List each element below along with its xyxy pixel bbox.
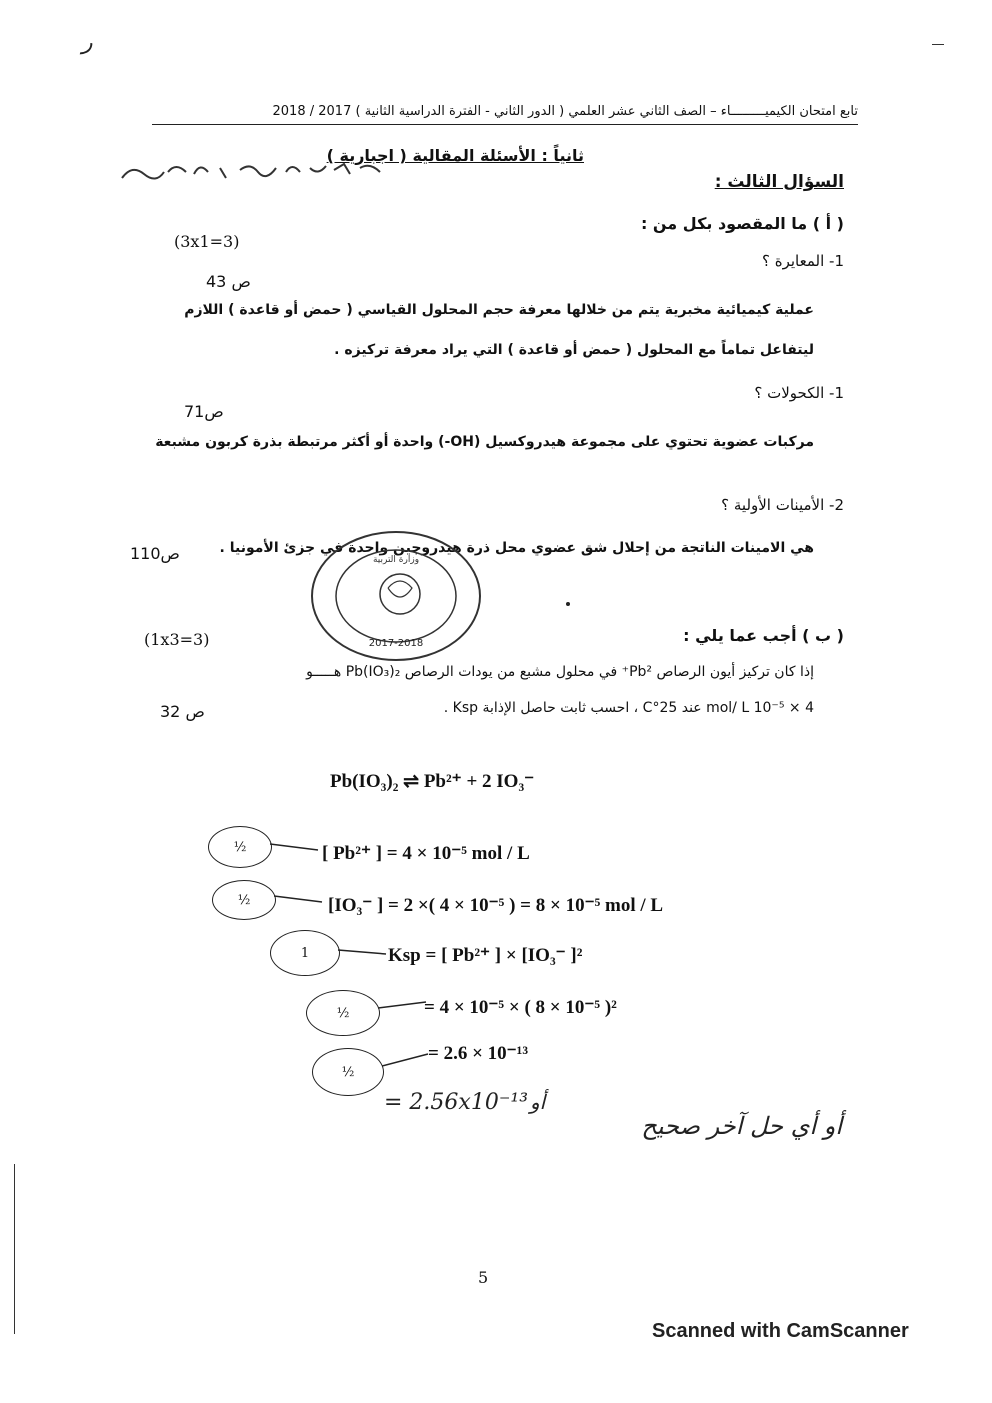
handwritten-mark: أو — [530, 1090, 546, 1114]
camscanner-watermark: Scanned with CamScanner — [652, 1320, 909, 1342]
handwritten-note: أو أي حل آخر صحيح — [641, 1112, 842, 1140]
item1-number: 1- — [829, 252, 844, 270]
item2-label: الكحولات ؟ — [754, 384, 825, 402]
handwritten-result: = 2.56x10⁻¹³ — [384, 1090, 529, 1115]
step3-equation: Ksp = [ Pb²⁺ ] × [IO₃⁻ ]² — [388, 945, 583, 966]
part-b-page-ref: ص 32 — [160, 702, 205, 721]
page-number: 5 — [478, 1268, 489, 1287]
question-title: السؤال الثالث : — [714, 172, 844, 192]
connector-1 — [270, 840, 320, 854]
exam-header-line: تابع امتحان الكيميـــــــــاء – الصف الثاني عشر العلمي ( الدور الثاني - الفترة الدراسية الثانية ) 2017 / 2018 — [272, 104, 858, 119]
part-a-title: ( أ ) ما المقصود بكل من : — [640, 214, 844, 233]
mark-value-4: ½ — [336, 1005, 350, 1021]
part-a-marks: (3x1=3) — [174, 232, 240, 251]
step4-equation: = 4 × 10⁻⁵ × ( 8 × 10⁻⁵ )² — [424, 997, 617, 1018]
item1-label: المعايرة ؟ — [761, 252, 825, 270]
official-stamp — [308, 528, 484, 664]
connector-5 — [382, 1050, 432, 1070]
item2-page-ref: ص71 — [184, 402, 224, 421]
item2-term — [754, 384, 844, 402]
mark-oval-2 — [212, 880, 276, 920]
item2-number: 1- — [829, 384, 844, 402]
item1-term — [762, 252, 844, 270]
scan-margin-line — [14, 1164, 15, 1334]
step5-equation: = 2.6 × 10⁻¹³ — [428, 1043, 529, 1064]
reaction-equation: Pb(IO₃)₂ ⇌ Pb²⁺ + 2 IO₃⁻ — [330, 771, 535, 792]
item2-answer-line1: مركبات عضوية تحتوي على مجموعة هيدروكسيل (OH-) واحدة أو أكثر مرتبطة بذرة كربون مشبعة — [155, 434, 814, 450]
dot-mark — [566, 602, 570, 606]
part-b-question-line1: إذا كان تركيز أيون الرصاص Pb²⁺ في محلول مشبع من يودات الرصاص Pb(IO₃)₂ هـــــو — [306, 664, 814, 680]
item3-label: الأمينات الأولية ؟ — [721, 496, 825, 514]
corner-mark: ر — [82, 30, 93, 55]
mark-value-3: 1 — [300, 945, 310, 961]
mark-oval-5 — [312, 1048, 384, 1096]
item3-term — [721, 496, 844, 514]
part-b-question-line2: 4 × 10⁻⁵ mol/ L عند 25°C ، احسب ثابت حاصل الإذابة Ksp . — [443, 700, 814, 716]
item1-answer-line1: عملية كيميائية مخبرية يتم من خلالها معرفة حجم المحلول القياسي ( حمض أو قاعدة ) اللازم — [184, 302, 814, 318]
connector-3 — [338, 946, 388, 960]
step1-equation: [ Pb²⁺ ] = 4 × 10⁻⁵ mol / L — [322, 843, 530, 864]
mark-value-2: ½ — [237, 892, 251, 908]
mark-oval-4 — [306, 990, 380, 1036]
section-title: ثانياً : الأسئلة المقالية ( اجبارية ) — [326, 146, 584, 165]
item3-number: 2- — [829, 496, 844, 514]
part-b-title: ( ب ) أجب عما يلي : — [683, 626, 844, 645]
connector-4 — [378, 998, 428, 1012]
mark-oval-1 — [208, 826, 272, 868]
connector-2 — [274, 892, 324, 906]
item1-page-ref: ص 43 — [206, 272, 251, 291]
stamp-years: 2017-2018 — [368, 638, 424, 649]
corner-dash — [932, 44, 944, 45]
mark-value-1: ½ — [233, 839, 247, 855]
part-b-marks: (1x3=3) — [144, 630, 210, 649]
stamp-text: وزارة التربية — [372, 555, 420, 565]
mark-oval-3 — [270, 930, 340, 976]
item3-answer-line1: هي الامينات الناتجة من إحلال شق عضوي محل ذرة هيدروجين واحدة في جزئ الأمونيا . — [219, 540, 814, 556]
item1-answer-line2: ليتفاعل تماماً مع المحلول ( حمض أو قاعدة ) التي يراد معرفة تركيزه . — [334, 342, 814, 358]
handwritten-note-header — [120, 150, 405, 190]
step2-equation: [IO₃⁻ ] = 2 ×( 4 × 10⁻⁵ ) = 8 × 10⁻⁵ mol / L — [328, 895, 664, 916]
item3-page-ref: ص110 — [130, 544, 180, 563]
mark-value-5: ½ — [341, 1064, 355, 1080]
header-rule — [152, 124, 858, 125]
